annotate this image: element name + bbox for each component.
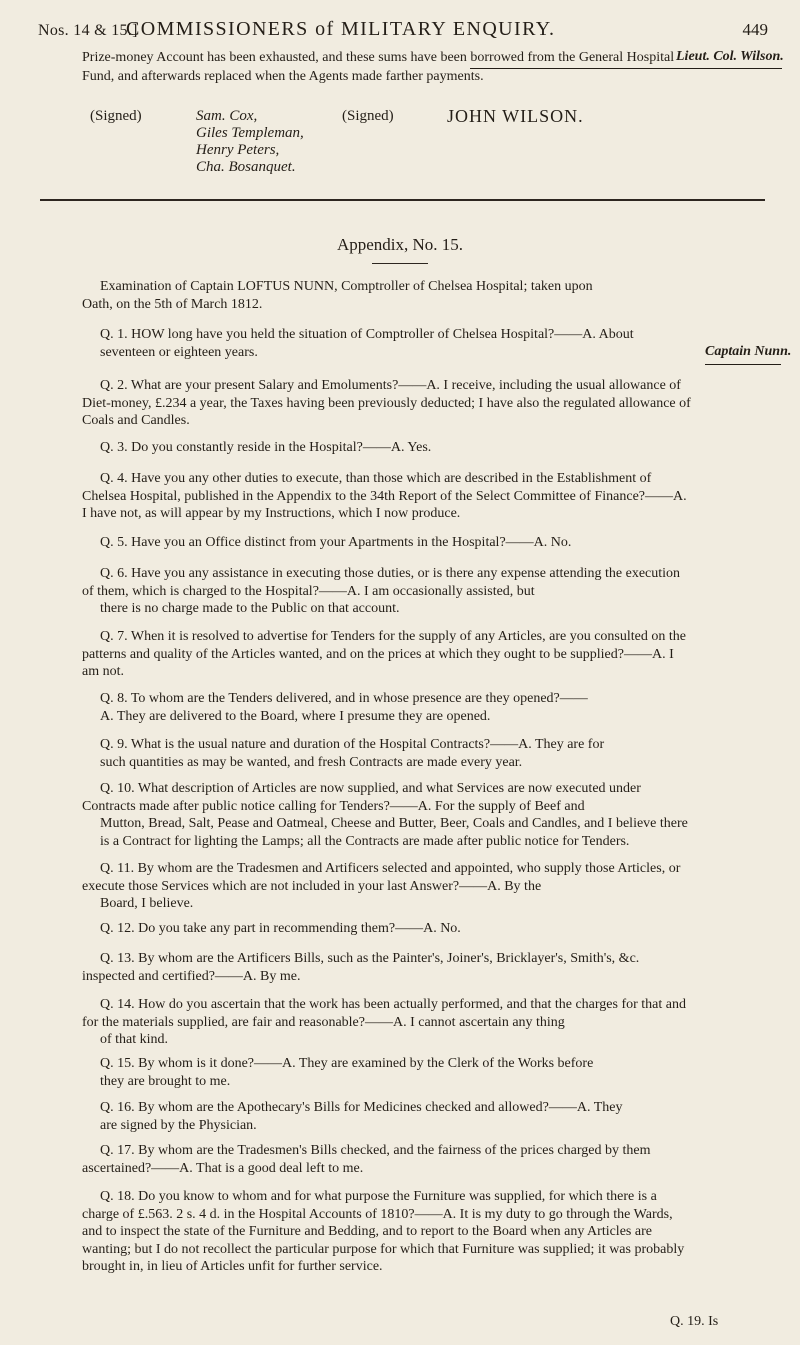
signer: Sam. Cox, — [196, 108, 258, 124]
examination-heading — [82, 278, 694, 314]
signers-list — [196, 108, 304, 176]
qa-text: Q. 2. What are your present Salary and Emoluments?——A. I receive, including the usual allowance of Diet-money, £.234 a year, the Taxes having been previously deducted; I have also the regulated allowance of Coals and Candles. — [82, 378, 691, 428]
qa-12 — [82, 920, 692, 938]
qa-3 — [82, 439, 692, 457]
qa-5 — [82, 534, 692, 552]
qa-text: Q. 11. By whom are the Tradesmen and Artificers selected and appointed, who supply those Articles, or execute those Services which are not included in your last Answer?——A. By the — [82, 861, 681, 894]
qa-text: Q. 14. How do you ascertain that the work has been actually performed, and that the charges for that and for the materials supplied, are fair and reasonable?——A. I cannot ascertain any thing — [82, 997, 686, 1030]
qa-4 — [82, 470, 692, 523]
examination-tail: Oath, on the 5th of March 1812. — [82, 297, 263, 312]
qa-9 — [82, 736, 692, 771]
page-reference: Nos. 14 & 15.] — [38, 22, 138, 39]
qa-text: Q. 3. Do you constantly reside in the Hospital?——A. Yes. — [100, 440, 432, 455]
qa-11 — [82, 860, 692, 913]
qa-text: Q. 1. HOW long have you held the situation of Comptroller of Chelsea Hospital?——A. About — [100, 327, 634, 342]
qa-text: Q. 4. Have you any other duties to execute, than those which are described in the Establishment of Chelsea Hospital, published in the Appendix to the 34th Report of the Select Committee of Finance?——A. I have not, as will appear by my Instructions, which I now produce. — [82, 471, 687, 521]
qa-continuation: they are brought to me. — [100, 1073, 231, 1089]
qa-text: Q. 12. Do you take any part in recommending them?——A. No. — [100, 921, 461, 936]
qa-1 — [82, 326, 692, 361]
qa-continuation: A. They are delivered to the Board, where I presume they are opened. — [100, 708, 491, 724]
signer: Giles Templeman, — [196, 125, 304, 141]
qa-18 — [82, 1188, 692, 1276]
qa-16 — [82, 1099, 692, 1134]
qa-continuation: of that kind. — [100, 1032, 169, 1047]
qa-text: Q. 17. By whom are the Tradesmen's Bills checked, and the fairness of the prices charged by them ascertained?——A. That is a good deal left to me. — [82, 1143, 651, 1176]
qa-8 — [82, 690, 692, 725]
title-rule — [372, 263, 428, 264]
signed-label-2: (Signed) — [342, 108, 394, 124]
qa-text: Q. 16. By whom are the Apothecary's Bills for Medicines checked and allowed?——A. They — [100, 1100, 623, 1115]
qa-text: Q. 7. When it is resolved to advertise for Tenders for the supply of any Articles, are you consulted on the patterns and quality of the Articles wanted, and on the prices at which they ought to be supplied?——A. I am not. — [82, 629, 686, 679]
page-header — [38, 18, 768, 48]
side-note-bracket-2 — [705, 364, 781, 365]
qa-7 — [82, 628, 692, 681]
qa-continuation: there is no charge made to the Public on that account. — [100, 601, 400, 616]
qa-text: Q. 10. What description of Articles are now supplied, and what Services are now executed under Contracts made after public notice calling for Tenders?——A. For the supply of Beef and — [82, 781, 641, 814]
qa-text: Q. 13. By whom are the Artificers Bills, such as the Painter's, Joiner's, Bricklayer's, Smith's, &c. inspected and certified?——A. By me. — [82, 951, 640, 984]
qa-2 — [82, 377, 692, 430]
examination-main: Examination of Captain LOFTUS NUNN, Comptroller of Chelsea Hospital; taken upon — [100, 279, 593, 294]
qa-13 — [82, 950, 692, 985]
side-note-bracket — [470, 68, 782, 69]
signer: Cha. Bosanquet. — [196, 159, 296, 175]
intro-paragraph: Prize-money Account has been exhausted, and these sums have been borrowed from the General Hospital Fund, and afterwards replaced when the Agents made farther payments. — [82, 50, 675, 84]
qa-text: Q. 18. Do you know to whom and for what purpose the Furniture was supplied, for which there is a charge of £.563. 2 s. 4 d. in the Hospital Accounts of 1810?——A. It is my duty to go through the Wards, and to inspect the state of the Furniture and Bedding, and to report to the Board when any Articles are wanting; but I do not recollect the particular purpose for which that Furniture was supplied; it was probably brought in, in lieu of Articles unfit for further service. — [82, 1189, 685, 1274]
qa-text: Q. 15. By whom is it done?——A. They are examined by the Clerk of the Works before — [100, 1056, 594, 1071]
signatory-name: JOHN WILSON. — [447, 106, 584, 126]
section-divider — [40, 199, 765, 201]
qa-continuation: Mutton, Bread, Salt, Pease and Oatmeal, Cheese and Butter, Beer, Coals and Candles, and I believe there is a Contract for lighting the Lamps; all the Contracts are made after public notice for Tenders. — [100, 816, 688, 849]
signature-block — [90, 108, 650, 188]
running-title: COMMISSIONERS of MILITARY ENQUIRY. — [126, 18, 556, 40]
side-note-nunn: Captain Nunn. — [705, 344, 792, 359]
qa-6 — [82, 565, 692, 618]
appendix-title: Appendix, No. 15. — [336, 235, 464, 254]
qa-text: Q. 9. What is the usual nature and duration of the Hospital Contracts?——A. They are for — [100, 737, 605, 752]
qa-continuation: Board, I believe. — [100, 896, 194, 911]
side-note-wilson: Lieut. Col. Wilson. — [676, 49, 784, 64]
catchword: Q. 19. Is — [670, 1314, 719, 1329]
qa-continuation: such quantities as may be wanted, and fresh Contracts are made every year. — [100, 754, 523, 770]
signed-label: (Signed) — [90, 108, 142, 124]
page-number: 449 — [742, 20, 768, 39]
qa-17 — [82, 1142, 692, 1177]
signer: Henry Peters, — [196, 142, 280, 158]
qa-text: Q. 6. Have you any assistance in executing those duties, or is there any expense attending the execution of them, which is charged to the Hospital?——A. I am occasionally assisted, but — [82, 566, 681, 599]
qa-text: Q. 5. Have you an Office distinct from your Apartments in the Hospital?——A. No. — [100, 535, 572, 550]
qa-continuation: are signed by the Physician. — [100, 1117, 257, 1133]
qa-text: Q. 8. To whom are the Tenders delivered, and in whose presence are they opened?—— — [100, 691, 588, 706]
qa-14 — [82, 996, 692, 1049]
qa-15 — [82, 1055, 692, 1090]
qa-continuation: seventeen or eighteen years. — [100, 344, 258, 360]
qa-10 — [82, 780, 692, 850]
